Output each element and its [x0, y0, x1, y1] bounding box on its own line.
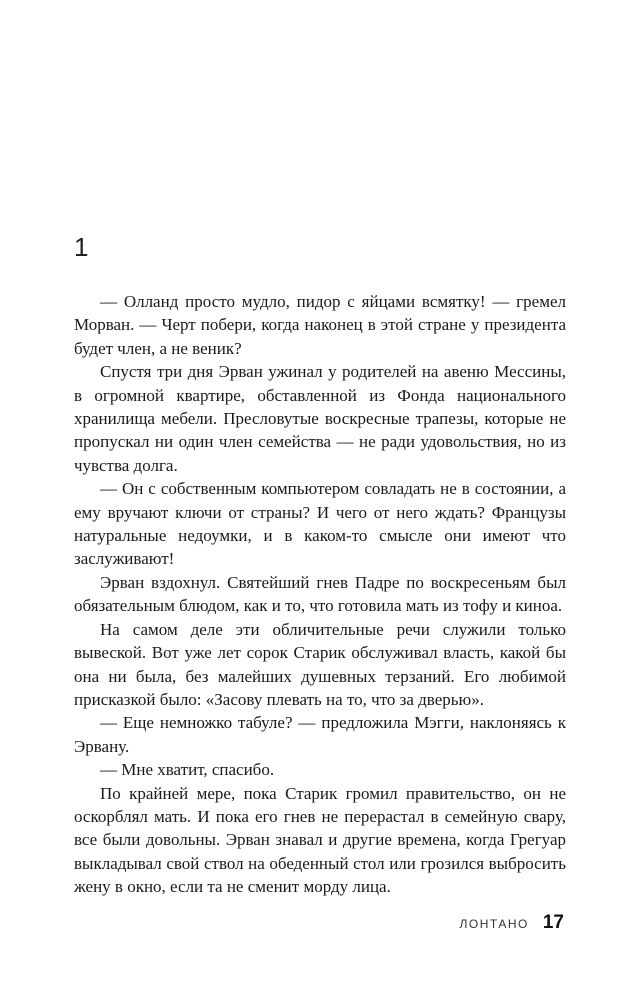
- chapter-number: 1: [74, 232, 89, 262]
- page-footer: [460, 912, 564, 934]
- body-text: [74, 290, 566, 899]
- paragraph: — Олланд просто мудло, пидор с яйцами всмятку! — гремел Морван. — Черт побери, когда наконец в этой стране у президента будет член, а не веник?: [74, 292, 566, 358]
- paragraph: По крайней мере, пока Старик громил правительство, он не оскорблял мать. И пока его гнев не перерастал в семейную свару, все были довольны. Эрван знавал и другие времена, когда Грегуар выкладывал свой ствол на обеденный стол или грозился выбросить жену в окно, если та не сменит морду лица.: [74, 783, 566, 897]
- paragraph: Спустя три дня Эрван ужинал у родителей на авеню Мессины, в огромной квартире, обставленной из Фонда национального хранилища мебели. Пресловутые воскресные трапезы, которые не пропускал ни один член семейства — не ради удовольствия, но из чувства долга.: [74, 362, 566, 475]
- paragraph: Эрван вздохнул. Святейший гнев Падре по воскресеньям был обязательным блюдом, как и то, что готовила мать из тофу и киноа.: [74, 572, 566, 616]
- paragraph: — Он с собственным компьютером совладать не в состоянии, а ему вручают ключи от страны? И чего от него ждать? Французы натуральные недоумки, и в каком-то смысле они имеют что заслуживают!: [74, 479, 566, 569]
- paragraph: — Еще немножко табуле? — предложила Мэгги, наклоняясь к Эрвану.: [74, 713, 566, 756]
- paragraph: На самом деле эти обличительные речи служили только вывеской. Вот уже лет сорок Старик обслуживал власть, какой бы она ни была, без малейших душевных терзаний. Его любимой присказкой было: «Засову плевать на то, что за дверью».: [74, 619, 566, 709]
- running-title: ЛОНТАНО: [459, 917, 529, 931]
- page-number: 17: [542, 912, 564, 933]
- paragraph: — Мне хватит, спасибо.: [100, 760, 275, 780]
